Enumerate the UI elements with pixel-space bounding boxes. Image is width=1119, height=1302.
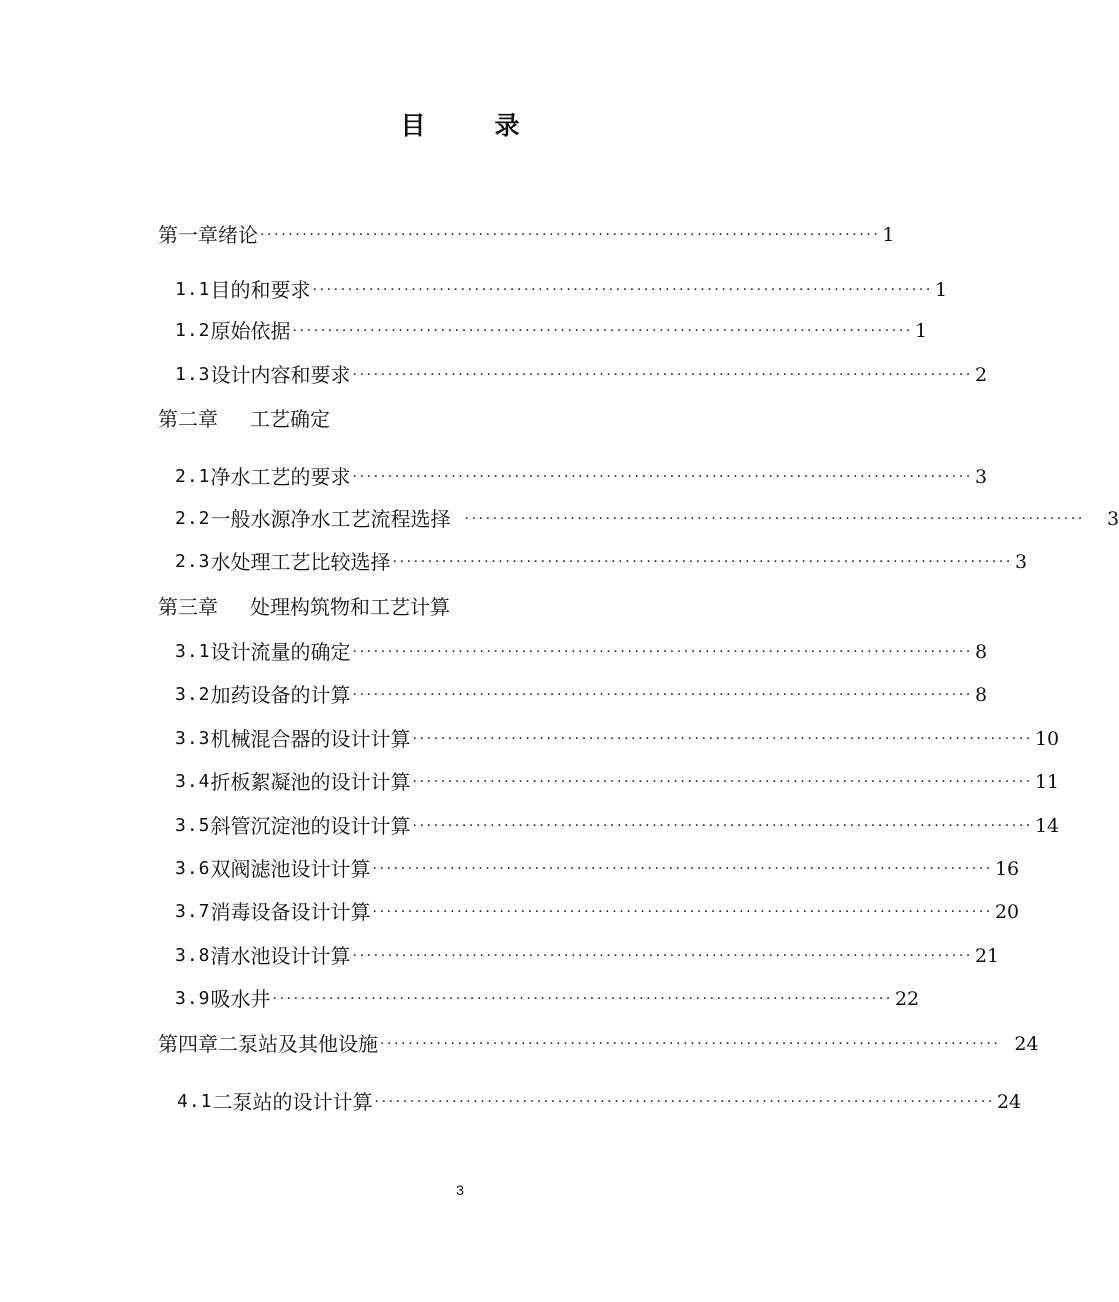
toc-entry-section[interactable] bbox=[175, 854, 1020, 884]
entry-page: 1 bbox=[934, 279, 948, 301]
entry-title: 绪论 bbox=[218, 223, 258, 247]
section-number: 1.3 bbox=[175, 364, 211, 385]
dot-leader: ························································································ bbox=[412, 731, 1033, 747]
entry-title: 斜管沉淀池的设计计算 bbox=[210, 814, 411, 838]
toc-entry-section[interactable] bbox=[175, 360, 988, 390]
chapter-label: 第三章 bbox=[158, 595, 218, 619]
entry-title: 机械混合器的设计计算 bbox=[210, 727, 411, 751]
section-number: 3.7 bbox=[175, 901, 211, 922]
section-number: 3.1 bbox=[175, 641, 211, 662]
chapter-label: 第二章 bbox=[158, 407, 218, 431]
chapter-label: 第一章 bbox=[158, 223, 218, 247]
toc-entry-section[interactable] bbox=[175, 316, 928, 346]
dot-leader: ························································································ bbox=[260, 227, 881, 243]
entry-page: 3 bbox=[1106, 508, 1119, 530]
toc-entry-section[interactable] bbox=[175, 984, 920, 1014]
entry-page: 8 bbox=[974, 641, 988, 663]
entry-page: 20 bbox=[994, 901, 1020, 923]
entry-page: 2 bbox=[974, 364, 988, 386]
section-number: 3.3 bbox=[175, 728, 211, 749]
entry-page: 10 bbox=[1034, 728, 1060, 750]
dot-leader: ························································································ bbox=[374, 1094, 995, 1110]
dot-leader: ························································································ bbox=[412, 818, 1033, 834]
section-number: 3.8 bbox=[175, 945, 211, 966]
entry-page: 3 bbox=[974, 466, 988, 488]
entry-page: 3 bbox=[1014, 551, 1028, 573]
entry-title: 清水池设计计算 bbox=[210, 944, 351, 968]
section-number: 1.2 bbox=[175, 320, 211, 341]
toc-entry-section[interactable] bbox=[175, 275, 948, 305]
toc-entry-section[interactable] bbox=[175, 767, 1060, 797]
entry-page: 24 bbox=[996, 1091, 1022, 1113]
toc-entry-section[interactable] bbox=[175, 504, 1119, 534]
entry-title: 吸水井 bbox=[210, 987, 271, 1011]
dot-leader: ························································································ bbox=[352, 948, 973, 964]
entry-title: 消毒设备设计计算 bbox=[210, 900, 371, 924]
toc-entry-chapter-4[interactable] bbox=[158, 1029, 1039, 1059]
entry-title: 设计流量的确定 bbox=[210, 640, 351, 664]
toc-entry-chapter-1[interactable] bbox=[158, 220, 895, 250]
entry-title: 二泵站及其他设施 bbox=[218, 1032, 378, 1056]
entry-title: 目的和要求 bbox=[210, 278, 311, 302]
toc-title: 目 录 bbox=[400, 111, 542, 140]
toc-entry-section[interactable] bbox=[175, 462, 988, 492]
toc-entry-section[interactable] bbox=[175, 897, 1020, 927]
entry-page: 24 bbox=[1014, 1033, 1039, 1055]
section-number: 4.1 bbox=[177, 1091, 213, 1112]
entry-title: 原始依据 bbox=[210, 319, 291, 343]
dot-leader: ························································································ bbox=[352, 469, 973, 485]
toc-entry-section[interactable] bbox=[175, 637, 988, 667]
entry-page: 14 bbox=[1034, 815, 1060, 837]
entry-title: 加药设备的计算 bbox=[210, 683, 351, 707]
dot-leader: ························································································ bbox=[272, 991, 893, 1007]
dot-leader: ························································································ bbox=[380, 1036, 1001, 1052]
chapter-label: 第四章 bbox=[158, 1032, 218, 1056]
entry-page: 21 bbox=[974, 945, 1000, 967]
dot-leader: ························································································ bbox=[372, 904, 993, 920]
entry-title: 一般水源净水工艺流程选择 bbox=[210, 507, 451, 531]
toc-entry-section[interactable] bbox=[175, 724, 1060, 754]
toc-entry-section[interactable] bbox=[175, 811, 1060, 841]
entry-page: 11 bbox=[1034, 771, 1060, 793]
section-number: 3.4 bbox=[175, 771, 211, 792]
dot-leader: ························································································ bbox=[392, 554, 1013, 570]
dot-leader: ························································································ bbox=[292, 323, 913, 339]
section-number: 2.1 bbox=[175, 466, 211, 487]
section-number: 3.5 bbox=[175, 815, 211, 836]
dot-leader: ························································································ bbox=[352, 644, 973, 660]
section-number: 3.6 bbox=[175, 858, 211, 879]
page-number: 3 bbox=[456, 1182, 464, 1198]
section-number: 2.2 bbox=[175, 508, 211, 529]
entry-title: 折板絮凝池的设计计算 bbox=[210, 770, 411, 794]
entry-title: 水处理工艺比较选择 bbox=[210, 550, 391, 574]
dot-leader: ························································································ bbox=[372, 861, 993, 877]
section-number: 1.1 bbox=[175, 279, 211, 300]
section-number: 2.3 bbox=[175, 551, 211, 572]
toc-entry-section[interactable] bbox=[175, 941, 1000, 971]
section-number: 3.2 bbox=[175, 684, 211, 705]
toc-entry-section[interactable] bbox=[177, 1087, 1022, 1117]
entry-page: 8 bbox=[974, 684, 988, 706]
entry-page: 1 bbox=[914, 320, 928, 342]
dot-leader: ························································································ bbox=[352, 687, 973, 703]
toc-entry-chapter-2[interactable] bbox=[158, 404, 558, 434]
entry-title: 工艺确定 bbox=[250, 407, 330, 431]
entry-title: 处理构筑物和工艺计算 bbox=[250, 595, 450, 619]
entry-title: 设计内容和要求 bbox=[210, 363, 351, 387]
dot-leader: ························································································ bbox=[352, 367, 973, 383]
entry-page: 1 bbox=[882, 224, 895, 246]
entry-title: 二泵站的设计计算 bbox=[212, 1090, 373, 1114]
entry-title: 净水工艺的要求 bbox=[210, 465, 351, 489]
toc-entry-chapter-3[interactable] bbox=[158, 592, 558, 622]
entry-page: 22 bbox=[894, 988, 920, 1010]
entry-title: 双阀滤池设计计算 bbox=[210, 857, 371, 881]
toc-entry-section[interactable] bbox=[175, 680, 988, 710]
entry-page: 16 bbox=[994, 858, 1020, 880]
toc-entry-section[interactable] bbox=[175, 547, 1028, 577]
dot-leader: ························································································ bbox=[312, 282, 933, 298]
section-number: 3.9 bbox=[175, 988, 211, 1009]
dot-leader: ························································································ bbox=[464, 511, 1085, 527]
dot-leader: ························································································ bbox=[412, 774, 1033, 790]
